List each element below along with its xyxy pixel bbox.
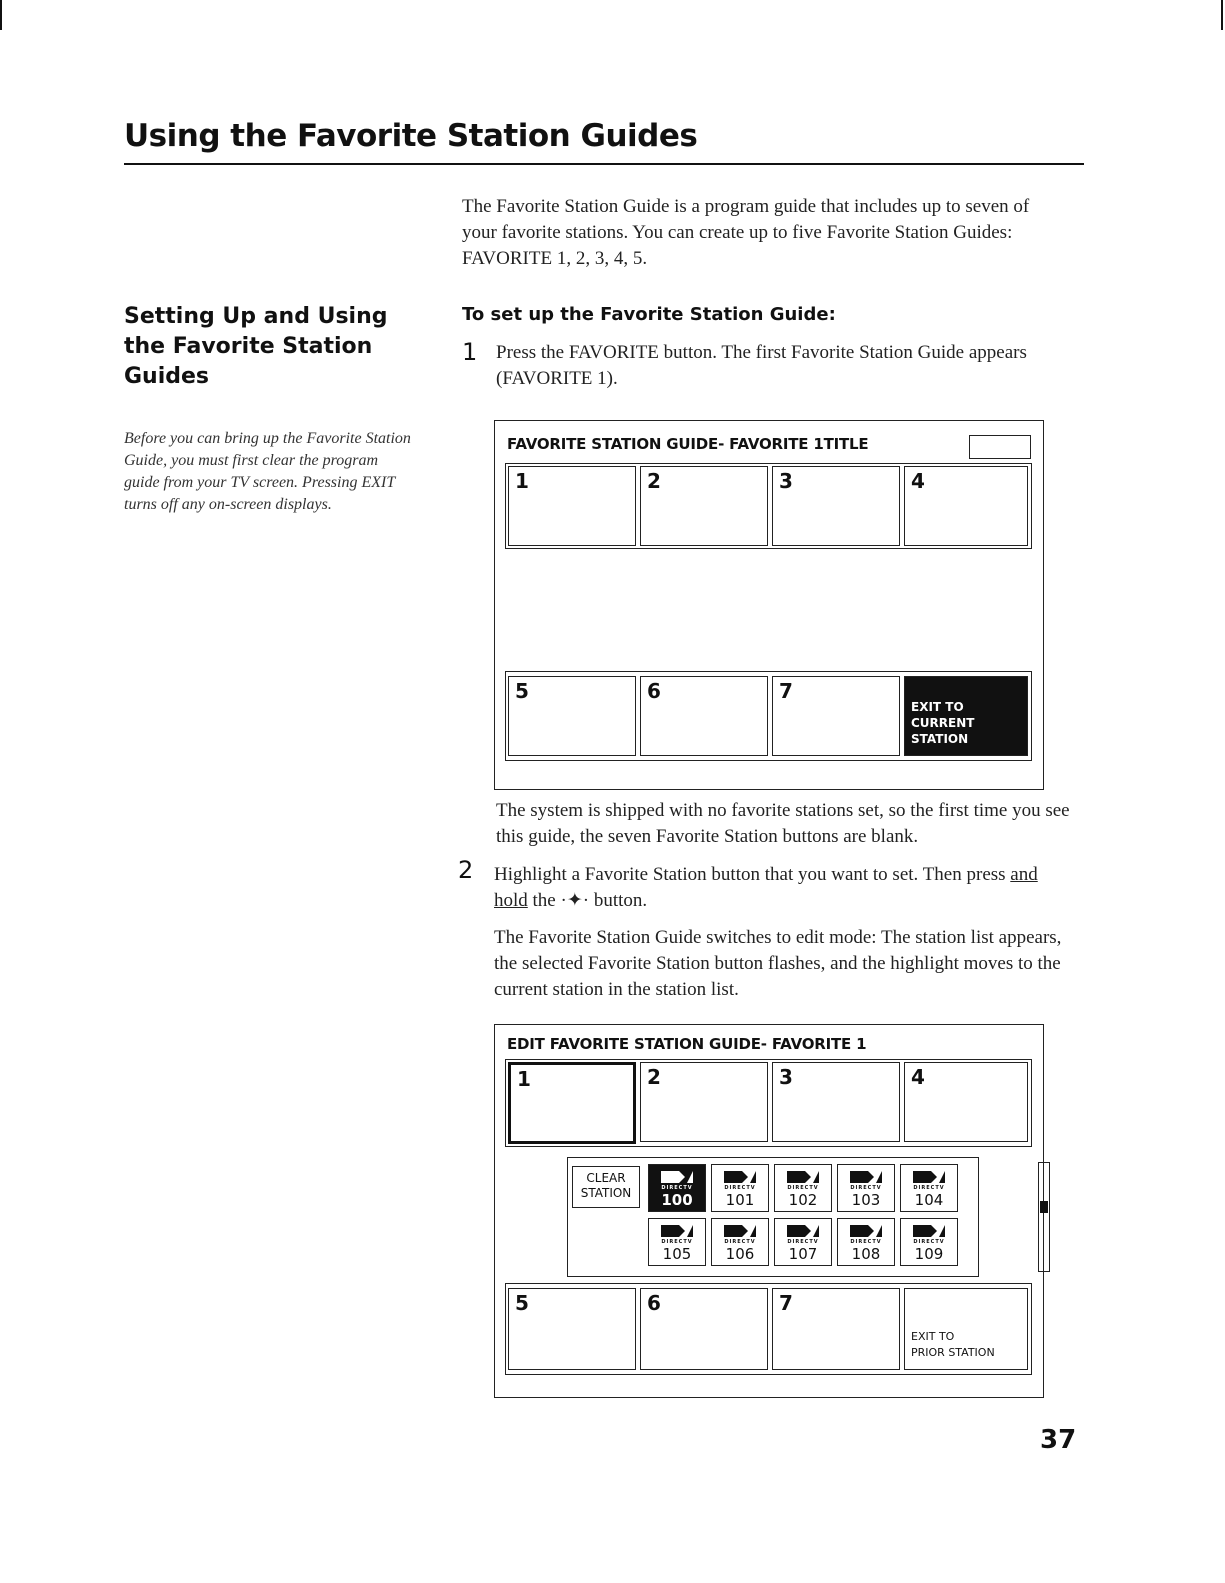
station-button-109[interactable] (900, 1218, 958, 1266)
step-2-number: 2 (458, 856, 474, 884)
screen-title: FAVORITE STATION GUIDE- FAVORITE 1TITLE (507, 435, 869, 453)
directv-logo-icon (722, 1169, 758, 1185)
station-brand: DIRECTV (850, 1185, 882, 1191)
station-brand: DIRECTV (913, 1239, 945, 1245)
side-note: Before you can bring up the Favorite Station Guide, you must first clear the program guide from your TV screen. Pressing EXIT turns off any on-screen displays. (124, 430, 411, 513)
directv-logo-icon (785, 1223, 821, 1239)
favorite-button-4[interactable] (904, 466, 1028, 546)
exit-label (911, 699, 1027, 747)
station-button-107[interactable] (774, 1218, 832, 1266)
station-brand: DIRECTV (661, 1185, 693, 1191)
favorite-button-2[interactable] (640, 466, 768, 546)
favorite-button-6[interactable] (640, 1288, 768, 1370)
button-number: 7 (779, 1291, 793, 1315)
station-brand: DIRECTV (724, 1185, 756, 1191)
right-edge-mark (1221, 0, 1223, 30)
button-number: 6 (647, 1291, 661, 1315)
step-2-text (494, 862, 1074, 914)
clear-label-line-2: STATION (580, 1186, 632, 1200)
title-rule (124, 163, 1084, 165)
exit-label-line-1: EXIT TO CURRENT (911, 700, 975, 730)
edit-favorite-guide-screen (494, 1024, 1044, 1398)
directv-logo-icon (848, 1223, 884, 1239)
step-1-text: Press the FAVORITE button. The first Favorite Station Guide appears (FAVORITE 1). (496, 342, 1027, 389)
step-2-text-start: Highlight a Favorite Station button that you want to set. Then press (494, 864, 1011, 885)
button-number: 2 (647, 1065, 661, 1089)
button-number: 1 (517, 1067, 531, 1091)
station-list-scrollbar[interactable] (1038, 1162, 1050, 1272)
button-number: 5 (515, 679, 529, 703)
directv-logo-icon (911, 1169, 947, 1185)
button-row-top (505, 1059, 1032, 1147)
section-heading: Setting Up and Using the Favorite Station Guides (124, 304, 388, 389)
station-number: 102 (788, 1191, 818, 1209)
page-title: Using the Favorite Station Guides (124, 118, 698, 154)
favorite-button-5[interactable] (508, 1288, 636, 1370)
station-brand: DIRECTV (724, 1239, 756, 1245)
station-button-100[interactable] (648, 1164, 706, 1212)
exit-label-line-2: STATION (911, 732, 969, 746)
exit-to-prior-station-button[interactable] (904, 1288, 1028, 1370)
button-number: 1 (515, 469, 529, 493)
station-button-102[interactable] (774, 1164, 832, 1212)
button-number: 2 (647, 469, 661, 493)
step-2-emphasis: and hold (494, 864, 1038, 911)
station-button-103[interactable] (837, 1164, 895, 1212)
clear-station-button[interactable] (572, 1166, 640, 1208)
directv-logo-icon (659, 1169, 695, 1185)
station-number: 105 (662, 1245, 692, 1263)
favorite-button-3[interactable] (772, 466, 900, 546)
directv-logo-icon (785, 1169, 821, 1185)
station-number: 104 (914, 1191, 944, 1209)
step-2-text-end: the ·✦· button. (527, 890, 648, 911)
exit-to-current-station-button[interactable] (904, 676, 1028, 756)
station-number: 103 (851, 1191, 881, 1209)
button-number: 6 (647, 679, 661, 703)
button-row-top (505, 463, 1032, 549)
station-button-106[interactable] (711, 1218, 769, 1266)
station-button-104[interactable] (900, 1164, 958, 1212)
station-button-101[interactable] (711, 1164, 769, 1212)
procedure-heading: To set up the Favorite Station Guide: (462, 304, 836, 325)
station-number: 108 (851, 1245, 881, 1263)
button-number: 5 (515, 1291, 529, 1315)
station-button-105[interactable] (648, 1218, 706, 1266)
station-number: 109 (914, 1245, 944, 1263)
station-number: 101 (725, 1191, 755, 1209)
exit-label (911, 1329, 995, 1361)
favorite-button-5[interactable] (508, 676, 636, 756)
button-number: 3 (779, 1065, 793, 1089)
favorite-button-4[interactable] (904, 1062, 1028, 1142)
station-brand: DIRECTV (850, 1239, 882, 1245)
favorite-button-7[interactable] (772, 1288, 900, 1370)
favorite-button-7[interactable] (772, 676, 900, 756)
station-number: 100 (661, 1191, 693, 1209)
intro-paragraph: The Favorite Station Guide is a program guide that includes up to seven of your favorite stations. You can create up to five Favorite Station Guides: FAVORITE 1, 2, 3, 4, 5. (462, 196, 1030, 269)
directv-logo-icon (848, 1169, 884, 1185)
button-number: 4 (911, 1065, 925, 1089)
step-2-detail: The Favorite Station Guide switches to edit mode: The station list appears, the selected Favorite Station button flashes, and the highlight moves to the current station in the station list. (494, 927, 1062, 1000)
station-brand: DIRECTV (913, 1185, 945, 1191)
station-list (567, 1157, 979, 1277)
favorite-button-3[interactable] (772, 1062, 900, 1142)
station-number: 107 (788, 1245, 818, 1263)
button-row-bottom (505, 671, 1032, 761)
exit-label-line-1: EXIT TO (911, 1330, 955, 1343)
directv-logo-icon (659, 1223, 695, 1239)
favorite-guide-screen (494, 420, 1044, 790)
scrollbar-thumb[interactable] (1040, 1201, 1048, 1213)
favorite-button-2[interactable] (640, 1062, 768, 1142)
favorite-button-1[interactable] (508, 466, 636, 546)
left-edge-mark (0, 0, 2, 30)
step-1-followup: The system is shipped with no favorite stations set, so the first time you see this guide, the seven Favorite Station buttons are blank. (496, 800, 1070, 847)
favorite-button-1[interactable] (508, 1062, 636, 1144)
button-number: 3 (779, 469, 793, 493)
exit-label-line-2: PRIOR STATION (911, 1346, 995, 1359)
station-button-108[interactable] (837, 1218, 895, 1266)
page-number: 37 (1040, 1425, 1077, 1455)
button-number: 7 (779, 679, 793, 703)
favorite-button-6[interactable] (640, 676, 768, 756)
step-1-number: 1 (462, 338, 478, 366)
station-brand: DIRECTV (661, 1239, 693, 1245)
title-field (969, 435, 1031, 459)
clear-label-line-1: CLEAR (586, 1171, 626, 1185)
button-row-bottom (505, 1283, 1032, 1375)
directv-logo-icon (722, 1223, 758, 1239)
station-brand: DIRECTV (787, 1185, 819, 1191)
station-number: 106 (725, 1245, 755, 1263)
station-brand: DIRECTV (787, 1239, 819, 1245)
screen-title: EDIT FAVORITE STATION GUIDE- FAVORITE 1 (507, 1035, 867, 1053)
directv-logo-icon (911, 1223, 947, 1239)
button-number: 4 (911, 469, 925, 493)
